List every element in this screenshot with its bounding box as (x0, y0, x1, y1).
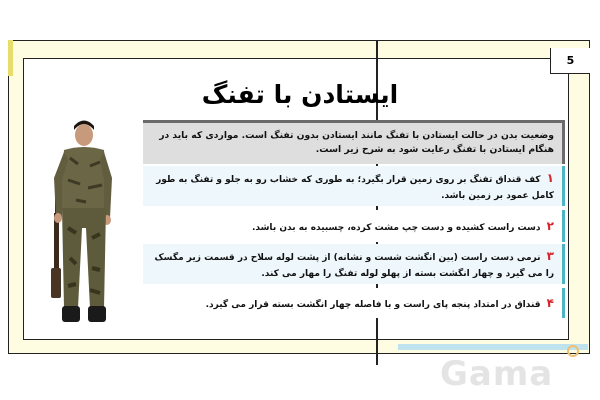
watermark-logo: Gama (440, 354, 554, 394)
item-text: نرمی دست راست (بین انگشت شست و نشانه) از پشت لوله سلاح در قسمت زیر مگسک را می گیرد و چهار انگشت بسته از پهلو لوله تفنگ را مهار می کند. (154, 253, 554, 279)
item-number: ۲ (546, 218, 554, 233)
list-item (143, 210, 565, 242)
intro-text: وضعیت بدن در حالت ایستادن با تفنگ مانند ایستادن بدون تفنگ است. مواردی که باید در هنگام ایستادن با تفنگ رعایت شود به شرح زیر است. (143, 120, 565, 164)
accent-bar-top (8, 40, 13, 76)
item-number: ۴ (546, 295, 554, 310)
item-text: کف قنداق تفنگ بر روی زمین قرار بگیرد؛ به طوری که خشاب رو به جلو و تفنگ به طور کامل عمود بر زمین باشد. (156, 175, 554, 201)
watermark-dot-icon (567, 345, 579, 357)
item-number: ۳ (546, 249, 554, 264)
page-number: 5 (550, 48, 590, 74)
list-item (143, 244, 565, 284)
soldier-image (40, 118, 130, 326)
list-item (143, 288, 565, 318)
item-text: دست راست کشیده و دست چپ مشت کرده، چسبیده به بدن باشد. (251, 222, 541, 233)
item-text: قنداق در امتداد پنجه پای راست و با فاصله چهار انگشت بسته قرار می گیرد. (205, 299, 541, 310)
item-number: ۱ (546, 171, 554, 186)
accent-bar-bottom (398, 344, 588, 350)
list-item (143, 166, 565, 206)
slide-title: ایستادن با تفنگ (201, 80, 399, 109)
